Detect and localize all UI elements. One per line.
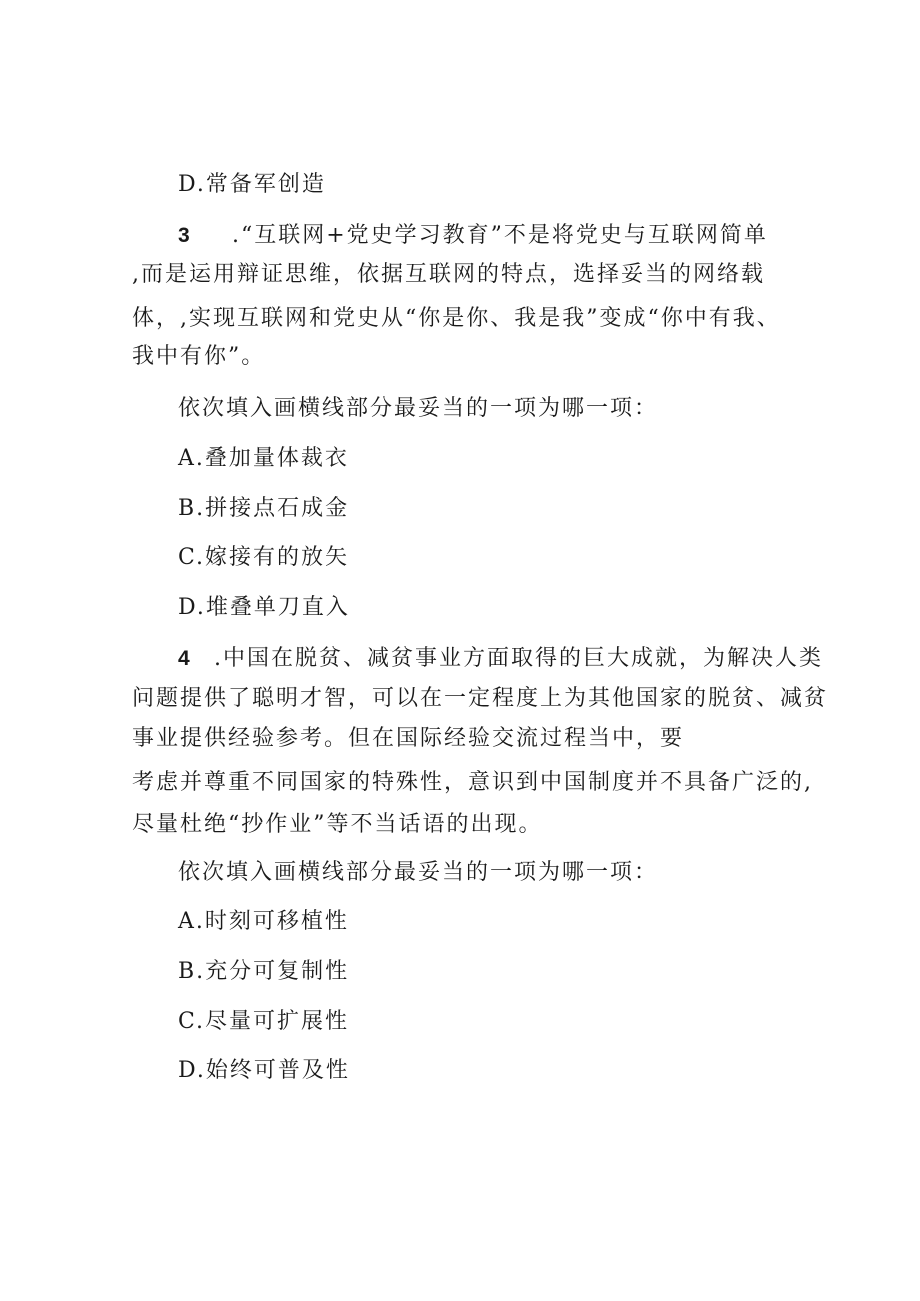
- q3-option-b: B.拼接点石成金: [178, 496, 350, 521]
- q4-first-line: [178, 644, 823, 674]
- q3-option-c: C.嫁接有的放矢: [178, 545, 350, 570]
- q3-option-d: D.堆叠单刀直入: [178, 595, 350, 620]
- q3-number: 3: [178, 224, 192, 247]
- q3-text-line-1: .“互联网+党史学习教育”不是将党史与互联网简单: [232, 223, 768, 248]
- q4-option-c: C.尽量可扩展性: [178, 1009, 350, 1034]
- q4-option-d: D.始终可普及性: [178, 1058, 350, 1083]
- q3-first-line: [178, 221, 768, 251]
- q4-option-a: A.时刻可移植性: [178, 909, 349, 934]
- q4-text-line-2: 问题提供了聪明才智，可以在一定程度上为其他国家的脱贫、减贫: [132, 686, 829, 711]
- q4-text-line-5: 尽量杜绝“抄作业”等不当话语的出现。: [132, 812, 543, 837]
- q3-text-line-3: 体，,实现互联网和党史从“你是你、我是我”变成“你中有我、: [132, 306, 781, 331]
- q4-option-b: B.充分可复制性: [178, 959, 350, 984]
- q3-text-line-2: ,而是运用辩证思维，依据互联网的特点，选择妥当的网络载: [132, 262, 765, 287]
- q4-text-line-4: 考虑并尊重不同国家的特殊性，意识到中国制度并不具备广泛的,: [132, 770, 813, 795]
- q4-text-line-3: 事业提供经验参考。但在国际经验交流过程当中，要: [132, 726, 685, 751]
- q3-prompt: 依次填入画横线部分最妥当的一项为哪一项：: [178, 396, 659, 421]
- q3-text-line-4: 我中有你”。: [132, 344, 266, 369]
- q3-option-a: A.叠加量体裁衣: [178, 446, 349, 471]
- q4-prompt: 依次填入画横线部分最妥当的一项为哪一项：: [178, 860, 659, 885]
- q2-option-d: D.常备军创造: [178, 172, 326, 197]
- q4-text-line-1: .中国在脱贫、减贫事业方面取得的巨大成就，为解决人类: [214, 646, 823, 671]
- q4-number: 4: [178, 647, 192, 670]
